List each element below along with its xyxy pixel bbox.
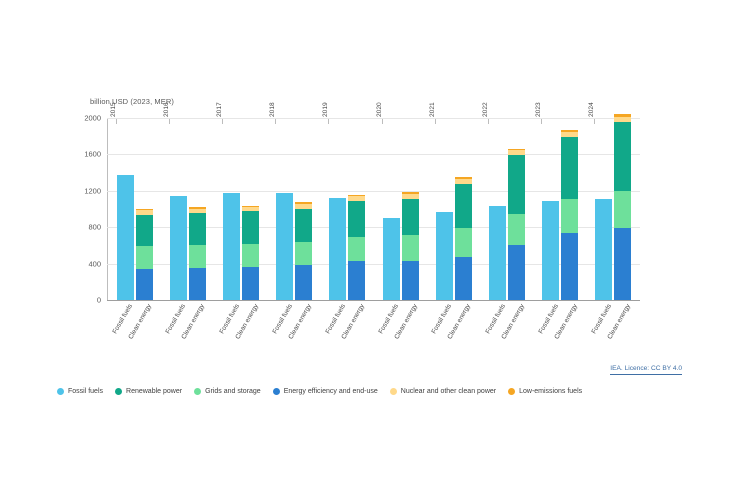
bar-segment-grids xyxy=(455,228,472,257)
bar-segment-renew xyxy=(136,215,153,246)
bar[interactable] xyxy=(242,206,259,300)
bar-segment-eff xyxy=(402,261,419,300)
gridline xyxy=(107,300,640,301)
bar-segment-eff xyxy=(295,265,312,300)
bar-segment-grids xyxy=(136,246,153,268)
bar-stack[interactable] xyxy=(614,114,631,300)
bar[interactable] xyxy=(295,202,312,300)
bar[interactable] xyxy=(614,114,631,300)
bar-segment-grids xyxy=(614,191,631,228)
x-tick-label: Fossil fuels xyxy=(324,303,347,336)
legend-swatch-icon xyxy=(508,388,515,395)
bar-series-container xyxy=(108,118,640,300)
year-label: 2020 xyxy=(375,102,383,117)
bar-segment-fossil xyxy=(595,199,612,300)
bar-segment-eff xyxy=(189,268,206,300)
y-axis-ticks xyxy=(61,113,101,305)
bar-segment-renew xyxy=(402,199,419,235)
bar-segment-renew xyxy=(189,213,206,245)
x-axis-labels xyxy=(108,303,640,363)
bar-stack[interactable] xyxy=(348,195,365,300)
bar-segment-renew xyxy=(455,184,472,229)
x-tick-label: Clean energy xyxy=(553,303,579,341)
bar-segment-grids xyxy=(242,244,259,267)
year-label: 2016 xyxy=(162,102,170,117)
bar[interactable] xyxy=(223,193,240,300)
x-tick-label: Clean energy xyxy=(233,303,260,341)
legend-swatch-icon xyxy=(115,388,122,395)
bar-stack[interactable] xyxy=(542,201,559,300)
legend-label: Grids and storage xyxy=(205,388,261,395)
x-tick-label: Clean energy xyxy=(287,303,313,341)
bar-segment-renew xyxy=(508,155,525,214)
x-tick-label: Fossil fuels xyxy=(164,303,188,336)
legend-swatch-icon xyxy=(57,388,64,395)
bar[interactable] xyxy=(542,201,559,300)
year-label: 2022 xyxy=(482,102,489,117)
legend-item[interactable] xyxy=(508,388,582,395)
bar[interactable] xyxy=(276,193,293,300)
year-label: 2021 xyxy=(428,102,436,117)
year-label: 2015 xyxy=(109,102,117,117)
x-tick-label: Clean energy xyxy=(127,303,154,341)
bar-segment-renew xyxy=(348,201,365,236)
bar[interactable] xyxy=(189,207,206,300)
legend-label: Renewable power xyxy=(126,388,183,395)
bar[interactable] xyxy=(170,196,187,300)
bar-stack[interactable] xyxy=(561,130,578,300)
bar-segment-eff xyxy=(242,267,259,300)
legend-swatch-icon xyxy=(390,388,397,395)
bar-segment-fossil xyxy=(489,206,506,300)
bar-stack[interactable] xyxy=(276,193,293,300)
bar-segment-renew xyxy=(242,211,259,244)
y-tick-label: 400 xyxy=(88,259,101,269)
x-tick-label: Clean energy xyxy=(606,303,632,341)
y-tick-label: 2000 xyxy=(84,113,101,123)
bar[interactable] xyxy=(508,149,525,300)
bar-stack[interactable] xyxy=(383,218,400,300)
legend-swatch-icon xyxy=(194,388,201,395)
bar-segment-fossil xyxy=(276,193,293,300)
bar-stack[interactable] xyxy=(489,206,506,300)
bar[interactable] xyxy=(329,198,346,300)
year-label: 2018 xyxy=(269,102,277,117)
year-label: 2017 xyxy=(216,102,223,117)
bar-segment-renew xyxy=(561,137,578,199)
legend-item[interactable] xyxy=(194,388,261,395)
bar-segment-grids xyxy=(402,235,419,261)
bar-stack[interactable] xyxy=(223,193,240,300)
x-tick-label: Clean energy xyxy=(446,303,473,341)
bar[interactable] xyxy=(455,177,472,300)
bar[interactable] xyxy=(436,212,453,300)
bar-segment-grids xyxy=(561,199,578,233)
bar[interactable] xyxy=(348,195,365,300)
y-tick-label: 1200 xyxy=(84,186,101,196)
y-tick-label: 800 xyxy=(88,222,101,232)
bar[interactable] xyxy=(383,218,400,300)
x-tick-label: Fossil fuels xyxy=(111,303,135,336)
y-tick-label: 1600 xyxy=(84,149,101,159)
legend-label: Energy efficiency and end-use xyxy=(283,388,378,395)
x-tick-label: Fossil fuels xyxy=(430,303,454,336)
bar-segment-renew xyxy=(614,122,631,191)
bar-segment-fossil xyxy=(383,218,400,300)
x-tick-label: Clean energy xyxy=(499,303,526,341)
x-tick-label: Clean energy xyxy=(180,303,207,341)
bar-stack[interactable] xyxy=(117,175,134,300)
bar-segment-grids xyxy=(189,245,206,268)
bar-stack[interactable] xyxy=(436,212,453,300)
bar[interactable] xyxy=(402,192,419,300)
legend-item[interactable] xyxy=(57,388,103,395)
bar-segment-eff xyxy=(455,257,472,300)
x-tick-label: Fossil fuels xyxy=(484,303,507,336)
bar[interactable] xyxy=(117,175,134,300)
legend-item[interactable] xyxy=(115,388,182,395)
bar-segment-grids xyxy=(348,237,365,262)
year-label: 2023 xyxy=(535,102,543,117)
x-tick-label: Fossil fuels xyxy=(537,303,560,336)
year-label: 2019 xyxy=(322,102,330,117)
bar[interactable] xyxy=(595,199,612,300)
bar-segment-grids xyxy=(508,214,525,245)
bar[interactable] xyxy=(489,206,506,300)
x-tick-label: Fossil fuels xyxy=(271,303,294,336)
axis-unit-label: billion USD (2023, MER) xyxy=(90,97,174,106)
bar-segment-eff xyxy=(614,228,631,300)
bar-segment-eff xyxy=(136,269,153,300)
x-tick-label: Fossil fuels xyxy=(218,303,241,336)
bar-stack[interactable] xyxy=(242,206,259,300)
legend-label: Nuclear and other clean power xyxy=(400,388,497,395)
legend-label: Low-emissions fuels xyxy=(519,388,583,395)
bar-stack[interactable] xyxy=(329,198,346,300)
legend-item[interactable] xyxy=(390,388,496,395)
bar-segment-grids xyxy=(295,242,312,266)
bar-segment-eff xyxy=(508,245,525,300)
bar-stack[interactable] xyxy=(508,149,525,300)
bar-segment-eff xyxy=(561,233,578,300)
chart-legend xyxy=(57,388,697,395)
x-tick-label: Clean energy xyxy=(340,303,366,341)
bar-segment-fossil xyxy=(542,201,559,300)
bar-segment-fossil xyxy=(436,212,453,300)
bar-segment-fossil xyxy=(170,196,187,300)
legend-swatch-icon xyxy=(273,388,280,395)
bar-segment-renew xyxy=(295,209,312,242)
x-tick-label: Fossil fuels xyxy=(377,303,401,336)
legend-label: Fossil fuels xyxy=(68,388,104,395)
bar-stack[interactable] xyxy=(455,177,472,300)
bar-stack[interactable] xyxy=(170,196,187,300)
bar-segment-fossil xyxy=(223,193,240,300)
bar-stack[interactable] xyxy=(136,209,153,300)
bar-stack[interactable] xyxy=(402,192,419,300)
bar-segment-eff xyxy=(348,261,365,300)
bar-stack[interactable] xyxy=(295,202,312,300)
bar-segment-fossil xyxy=(329,198,346,300)
bar[interactable] xyxy=(136,209,153,300)
x-tick-label: Clean energy xyxy=(393,303,420,341)
bar-segment-fossil xyxy=(117,175,134,300)
bar-stack[interactable] xyxy=(189,207,206,300)
y-tick-label: 0 xyxy=(96,295,101,305)
x-tick-label: Fossil fuels xyxy=(590,303,613,336)
bar[interactable] xyxy=(561,130,578,300)
licence-link[interactable]: IEA. Licence: CC BY 4.0 xyxy=(610,366,682,375)
year-label: 2024 xyxy=(588,102,596,117)
legend-item[interactable] xyxy=(273,388,378,395)
bar-stack[interactable] xyxy=(595,199,612,300)
